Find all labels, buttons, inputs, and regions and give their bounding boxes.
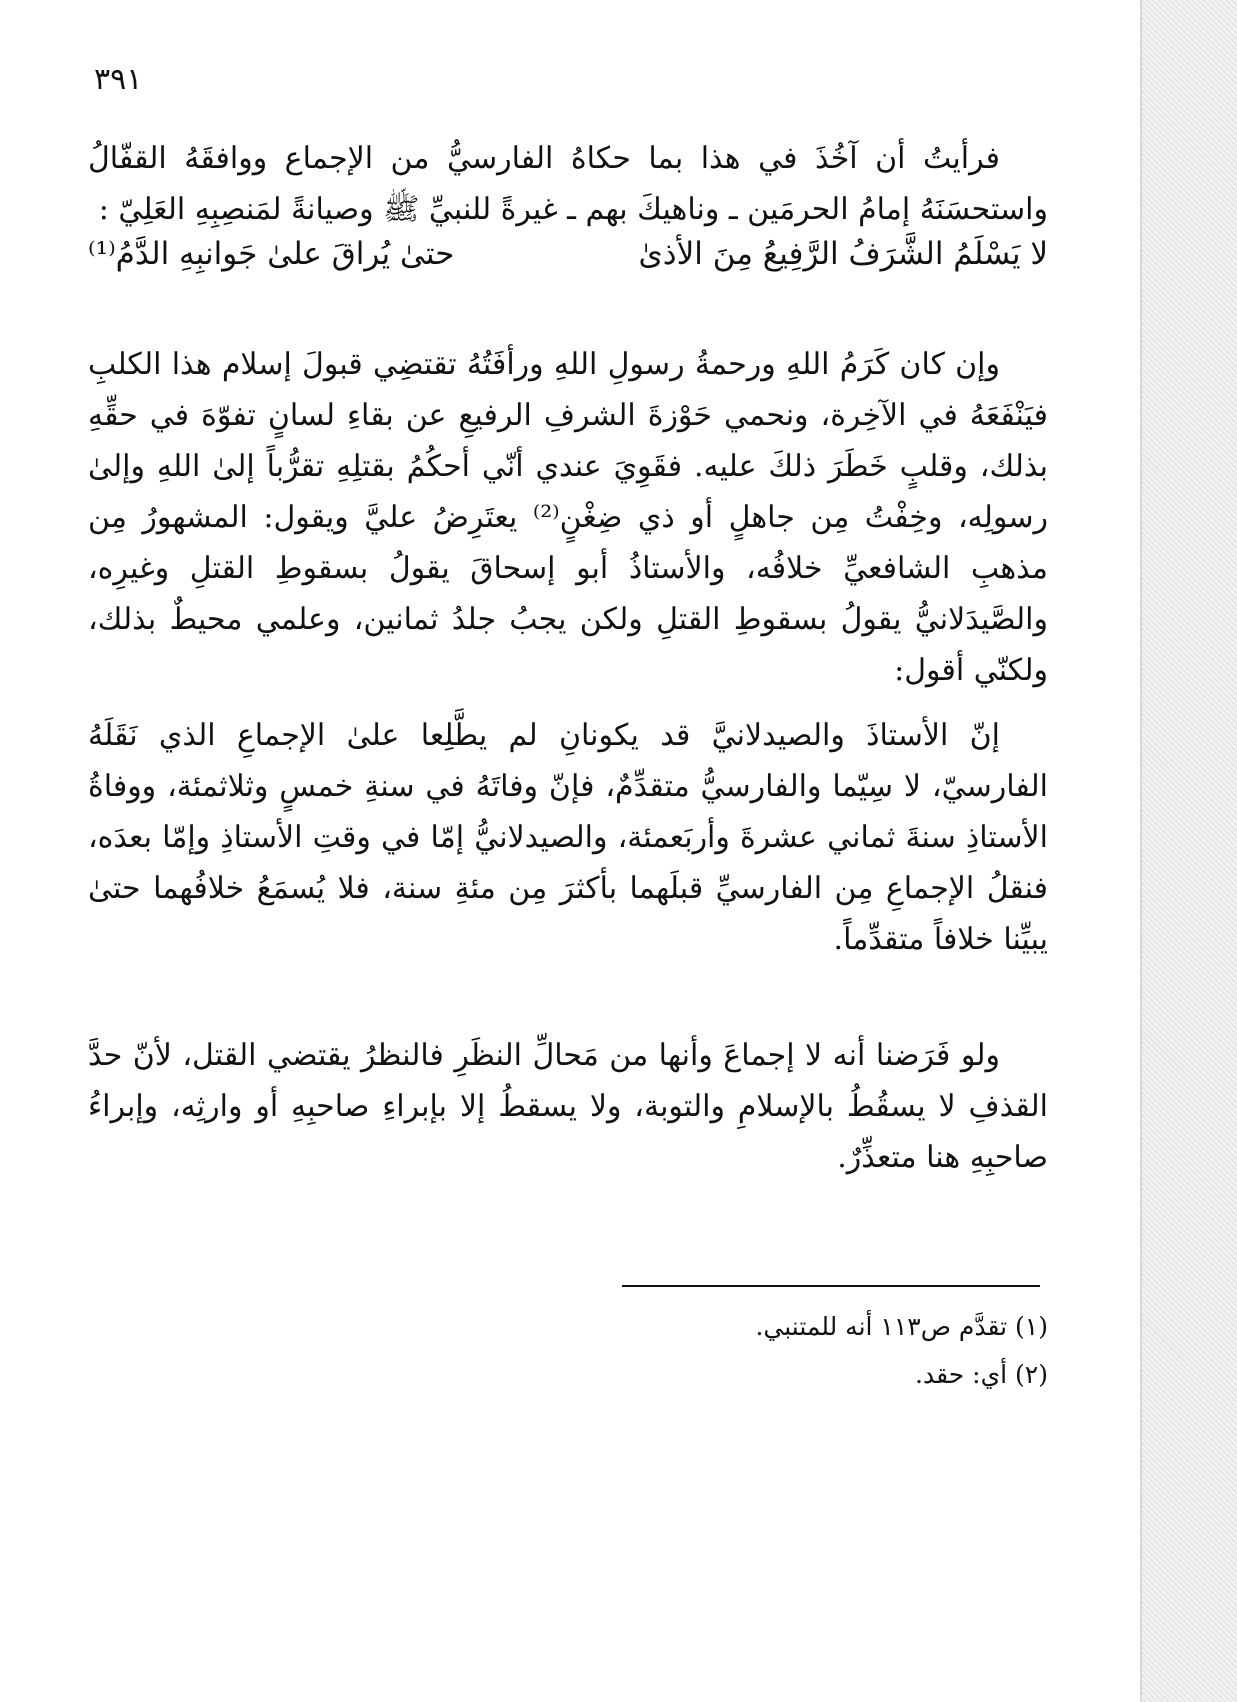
footnote-2: (٢) أي: حقد. [915,1360,1048,1389]
verse-first-hemistich: لا يَسْلَمُ الشَّرَفُ الرَّفِيعُ مِنَ الأذىٰ [638,236,1048,272]
paragraph-2 [88,339,1048,696]
paragraph-4 [88,1030,1048,1183]
paragraph-3 [88,710,1048,965]
page-edge-shading [1142,0,1237,1702]
footnote-1: (١) تقدَّم ص١١٣ أنه للمتنبي. [755,1312,1048,1341]
paragraph-text: إنّ الأستاذَ والصيدلانيَّ قد يكونانِ لم يطَّلِعا علىٰ الإجماعِ الذي نَقَلَهُ الفارسيّ، لا سِيّما والفارسيُّ متقدِّمٌ، فإنّ وفاتَهُ في سنةِ خمسٍ وثلاثمئة، ووفاةُ الأستاذِ سنةَ ثماني عشرةَ وأربَعمئة، والصيدلانيُّ إمّا في وقتِ الأستاذِ وإمّا بعدَه، فنقلُ الإجماعِ مِن الفارسيِّ قبلَهما بأكثرَ مِن مئةِ سنة، فلا يُسمَعُ خلافُهما حتىٰ يبيِّنا خلافاً متقدِّماً. [88,718,1048,957]
footnotes [90,1303,1048,1399]
verse-second-hemistich: حتىٰ يُراقَ علىٰ جَوانبِهِ الدَّمُ⁽¹⁾ [88,236,455,272]
paragraph-1 [88,133,1048,235]
page-number: ٣٩١ [94,62,143,97]
footnote-separator [622,1285,1040,1287]
poetry-verse [88,229,1048,280]
paragraph-text: وإن كان كَرَمُ اللهِ ورحمةُ رسولِ اللهِ ورأفَتُهُ تقتضِي قبولَ إسلام هذا الكلبِ فيَنْفَعَهُ في الآخِرة، ونحمي حَوْزةَ الشرفِ الرفيعِ عن بقاءِ لسانٍ تفوّهَ في حقِّهِ بذلك، وقلبٍ خَطَرَ ذلكَ عليه. فقَوِيَ عندي أنّي أحكُمُ بقتلِهِ تقرُّباً إلىٰ اللهِ وإلىٰ رسولِه، وخِفْتُ مِن جاهلٍ أو ذي ضِغْنٍ⁽²⁾ يعتَرِضُ عليَّ ويقول: المشهورُ مِن مذهبِ الشافعيِّ خلافُه، والأستاذُ أبو إسحاقَ يقولُ بسقوطِ القتلِ وغيرِه، والصَّيدَلانيُّ يقولُ بسقوطِ القتلِ ولكن يجبُ جلدُ ثمانين، وعلمي محيطٌ بذلك، ولكنّي أقول: [88,347,1048,688]
paragraph-text: فرأيتُ أن آخُذَ في هذا بما حكاهُ الفارسيُّ من الإجماع ووافقَهُ القفّالُ واستحسَنَهُ إمامُ الحرمَين ـ وناهيكَ بهم ـ غيرةً للنبيِّ ﷺ وصيانةً لمَنصِبِهِ العَلِيّ : [88,141,1048,227]
paragraph-text: ولو فَرَضنا أنه لا إجماعَ وأنها من مَحالِّ النظَرِ فالنظرُ يقتضي القتل، لأنّ حدَّ القذفِ لا يسقُطُ بالإسلامِ والتوبة، ولا يسقطُ إلا بإبراءِ صاحبِهِ أو وارثِه، وإبراءُ صاحبِهِ هنا متعذِّرٌ. [88,1038,1048,1175]
